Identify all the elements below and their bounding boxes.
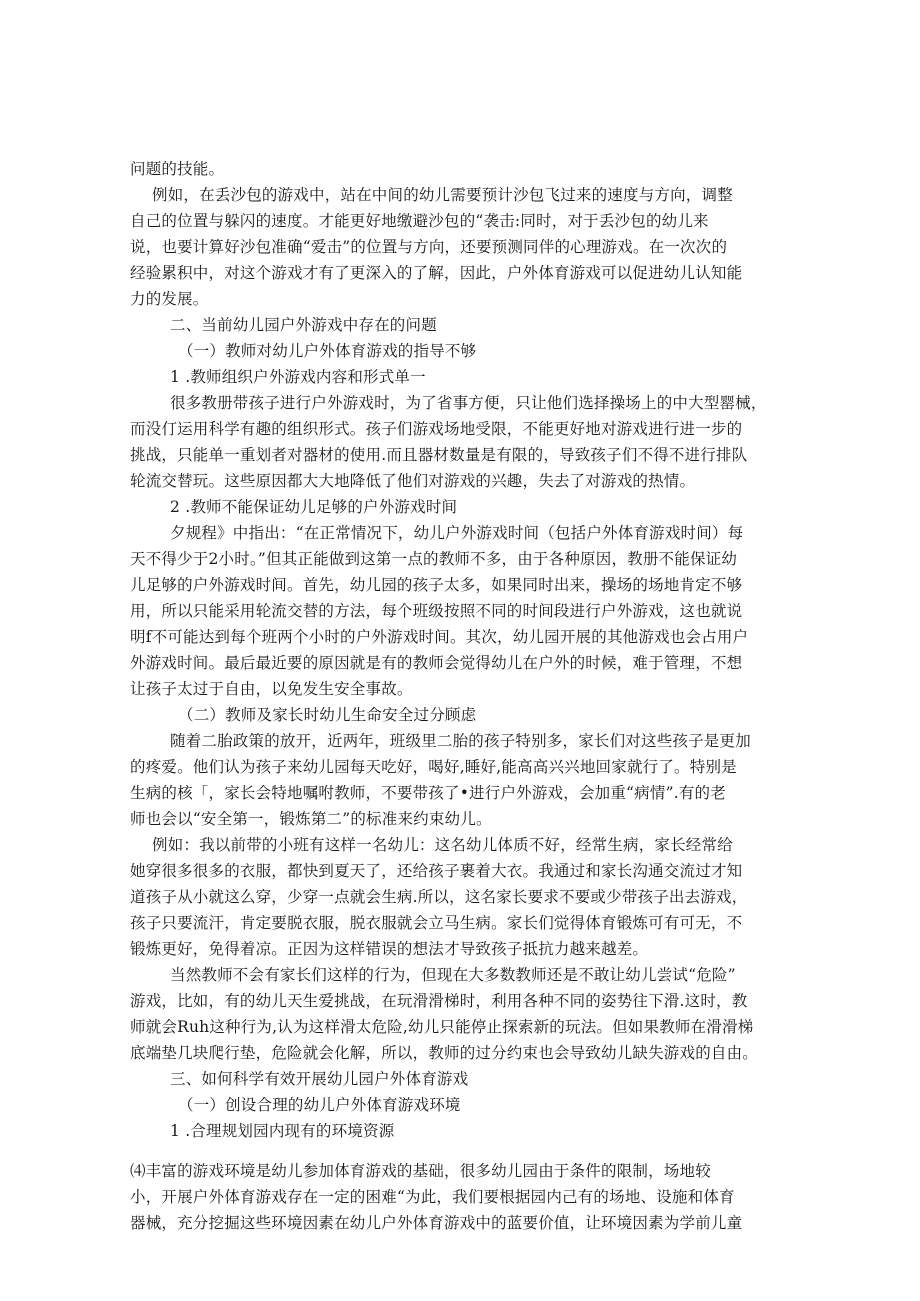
text-line: 小，开展户外体育游戏存在一定的困难“为此，我们要根据园内己有的场地、设施和体育 [130,1188,735,1206]
subsection-heading: （二）教师及家长时幼儿生命安全过分顾虑 [178,706,477,724]
text-line: 问题的技能。 [130,160,225,178]
text-line: 例如，在丢沙包的游戏中，站在中间的幼儿需要预计沙包飞过来的速度与方向，调整 [152,186,733,204]
text-line: 例如：我以前带的小班有这样一名幼儿：这名幼儿体质不好，经常生病，家长经常给 [152,836,733,854]
item-heading: 2 .教师不能保证幼儿足够的户外游戏时间 [170,498,458,516]
text-line: ⑷丰富的游戏环境是幼儿参加体育游戏的基础，很多幼儿园由于条件的限制，场地较 [130,1162,711,1180]
text-line: 轮流交替玩。这些原因都大大地降低了他们对游戏的兴趣，失去了对游戏的热情。 [130,472,696,490]
text-line: 很多教册带孩子进行户外游戏时，为了省事方便，只让他们选择操场上的中大型罂械， [170,394,767,412]
text-line: 当然教师不会有家长们这样的行为，但现在大多数教师还是不敢让幼儿尝试“危险” [170,966,736,984]
document-body [130,156,800,1236]
text-line: 道孩子从小就这么穿，少穿一点就会生病.所以，这名家长要求不要或少带孩子出去游戏， [130,888,748,906]
text-line: 游戏，比如，有的幼儿天生爱挑战，在玩滑滑梯时，利用各种不同的姿势往下滑.这时，教 [130,992,748,1010]
subsection-heading: （一）创设合理的幼儿户外体育游戏环境 [178,1096,461,1114]
text-line: 锻炼更好，免得着凉。正因为这样错误的想法才导致孩子抵抗力越来越差。 [130,940,649,958]
text-line: 外游戏时间。最后最近要的原因就是有的教师会觉得幼儿在户外的时候，难于管理，不想 [130,654,743,672]
text-line: 孩子只要流汗，肯定要脱衣服，脱衣服就会立马生病。家长们觉得体育锻炼可有可无，不 [130,914,743,932]
text-line: 夕规程》中指出：“在正常情况下，幼儿户外游戏时间（包括户外体育游戏时间）每 [170,524,744,542]
text-line: 的疼爱。他们认为孩子来幼儿园每天吃好，喝好,睡好,能高高兴兴地回家就行了。特别是 [130,758,737,776]
text-line: 天不得少于2小时。”但其正能做到这第一点的教师不多，由于各种原因，教册不能保证幼 [130,550,738,568]
subsection-heading: （一）教师对幼儿户外体育游戏的指导不够 [178,342,477,360]
text-line: 师也会以“安全第一，锻炼第二”的标准来约束幼儿。 [130,810,492,828]
text-line: 儿足够的户外游戏时间。首先，幼儿园的孩子太多，如果同时出来，操场的场地肯定不够 [130,576,743,594]
item-heading: 1 .合理规划园内现有的环境资源 [170,1122,395,1140]
text-line: 说，也要计算好沙包准确“爱击”的位置与方向，还要预测同伴的心理游戏。在一次次的 [130,238,728,256]
item-heading: 1 .教师组织户外游戏内容和形式单一 [170,368,426,386]
text-line: 力的发展。 [130,290,209,308]
text-line: 随着二胎政策的放开，近两年，班级里二胎的孩子特别多，家长们对这些孩子是更加 [170,732,751,750]
text-line: 挑战，只能单一重划者对器材的使用.而且器材数量是有限的，导致孩子们不得不进行排队 [130,446,748,464]
text-line: 底端垫几块爬行垫，危险就会化解，所以，教师的过分约束也会导致幼儿缺失游戏的自由。 [130,1044,759,1062]
section-heading: 二、当前幼儿园户外游戏中存在的问题 [170,316,437,334]
section-heading: 三、如何科学有效开展幼儿园户外体育游戏 [170,1070,469,1088]
text-line: 明f不可能达到每个班两个小时的户外游戏时间。其次，幼儿园开展的其他游戏也会占用户 [130,628,749,646]
paragraph-gap [130,1144,800,1158]
text-line: 让孩子太过于自由，以免发生安全事故。 [130,680,413,698]
text-line: 生病的核「，家长会特地嘱咐教师，不要带孩了•进行户外游戏，会加重“病情”.有的老 [130,784,726,802]
text-line: 自己的位置与躲闪的速度。才能更好地缴避沙包的“袭击:同时，对于丢沙包的幼儿来 [130,212,709,230]
text-line: 师就会Ruh这种行为,认为这样滑太危险,幼儿只能停止探索新的玩法。但如果教师在滑滑梯 [130,1018,754,1036]
text-line: 经验累积中，对这个游戏才有了更深入的了解，因此，户外体育游戏可以促进幼儿认知能 [130,264,743,282]
text-line: 器械，充分挖掘这些环境因素在幼儿户外体育游戏中的蓝要价值，让环境因素为学前儿童 [130,1214,743,1232]
text-line: 她穿很多很多的衣服，都快到夏天了，还给孩子裹着大衣。我通过和家长沟通交流过才知 [130,862,743,880]
text-line: 而没仃运用科学有趣的组织形式。孩子们游戏场地受限，不能更好地对游戏进行进一步的 [130,420,743,438]
text-line: 用，所以只能采用轮流交替的方法，每个班级按照不同的时间段进行户外游戏，这也就说 [130,602,743,620]
